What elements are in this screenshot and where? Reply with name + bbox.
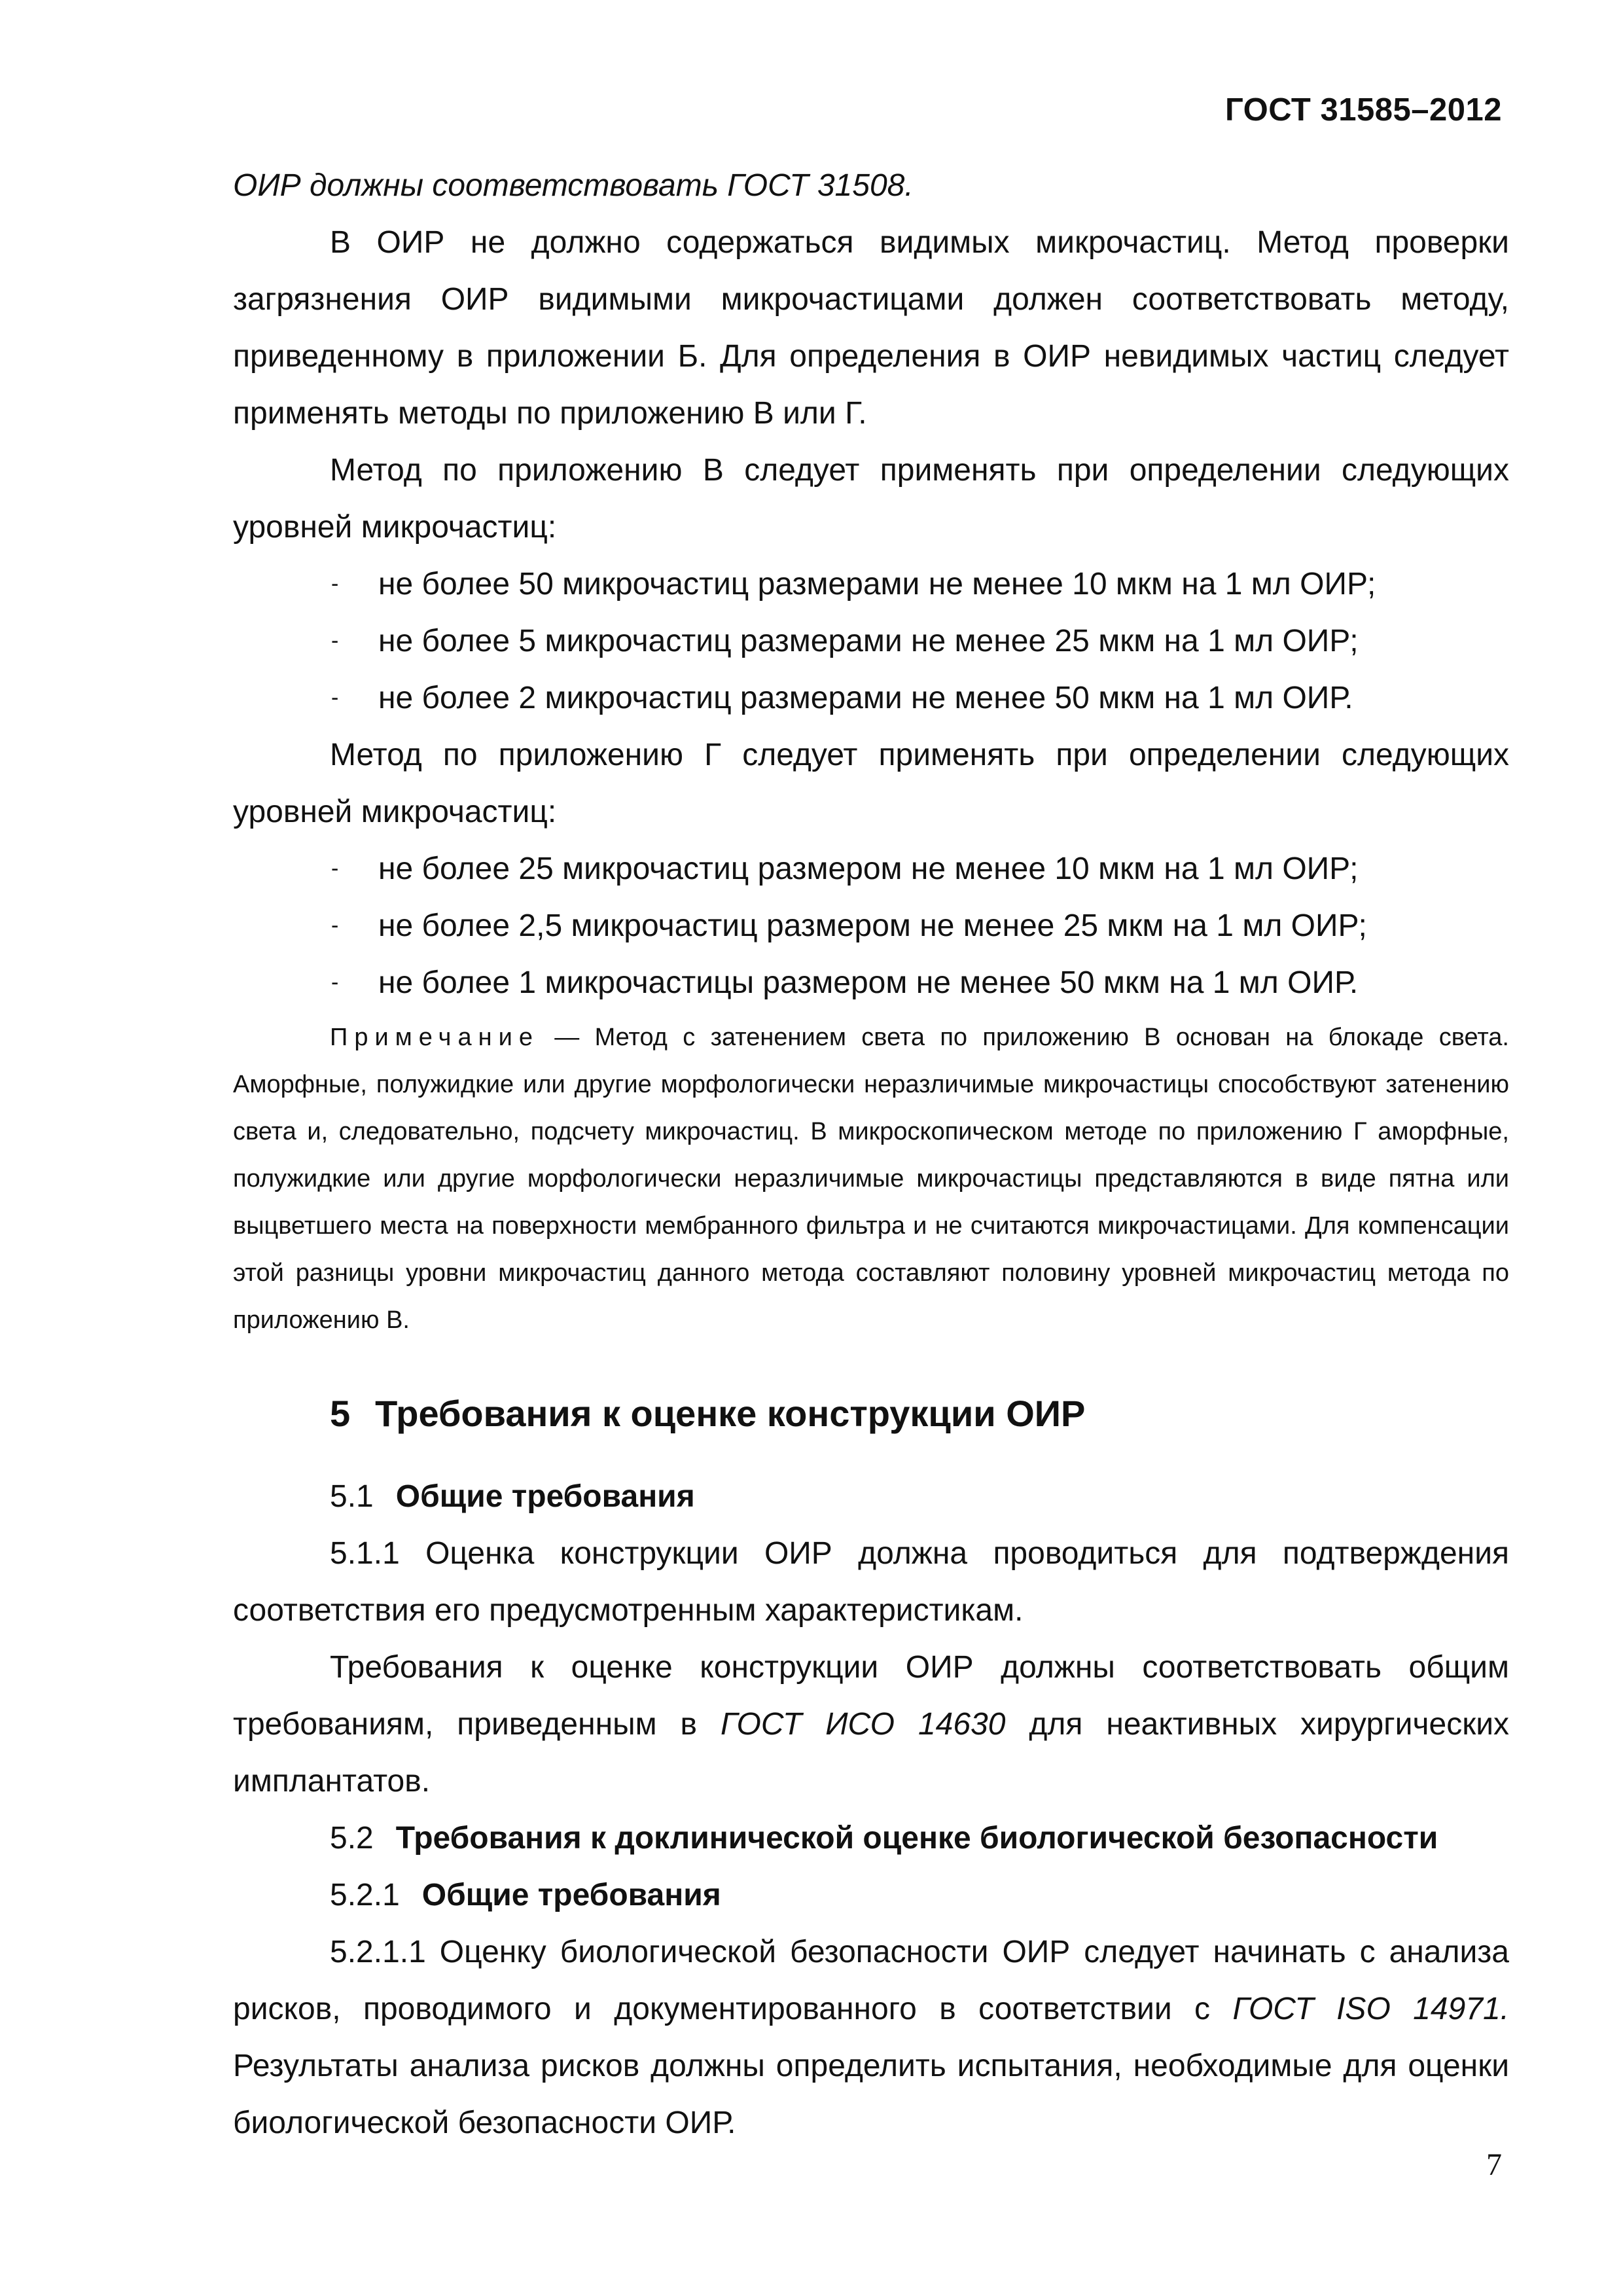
subsection-title: Общие требования <box>421 1878 721 1912</box>
section-number: 5 <box>330 1393 351 1434</box>
list-item <box>233 613 1509 670</box>
section-title: Требования к оценке конструкции ОИР <box>375 1393 1086 1434</box>
subsection-heading-5-1 <box>233 1468 1509 1525</box>
list-method-b <box>233 556 1509 726</box>
list-item <box>233 556 1509 613</box>
list-item-text: не более 1 микрочастицы размером не менее 50 мкм на 1 мл ОИР. <box>378 965 1359 1000</box>
paragraph-5-2-1-1 <box>233 1924 1509 2151</box>
dash-marker: - <box>331 913 339 938</box>
dash-marker: - <box>331 571 339 596</box>
list-item-text: не более 25 микрочастиц размером не менее 10 мкм на 1 мл ОИР; <box>378 852 1359 886</box>
text-segment: Требования к оценке конструкции ОИР должны соответствовать общим требованиям, приведенным в <box>233 1650 1509 1742</box>
document-id-header: ГОСТ 31585–2012 <box>1225 92 1502 128</box>
subsection-heading-5-2 <box>233 1810 1509 1867</box>
paragraph-5-1-general <box>233 1639 1509 1810</box>
list-item-text: не более 2,5 микрочастиц размером не менее 25 мкм на 1 мл ОИР; <box>378 908 1367 943</box>
list-item <box>233 840 1509 897</box>
subsection-number: 5.1 <box>330 1479 374 1514</box>
list-item-text: не более 2 микрочастиц размерами не менее 50 мкм на 1 мл ОИР. <box>378 681 1353 715</box>
paragraph-standard-reference: ОИР должны соответствовать ГОСТ 31508. <box>233 168 914 203</box>
subsection-title: Общие требования <box>395 1479 695 1514</box>
dash-marker: - <box>331 685 339 710</box>
dash-marker: - <box>331 970 339 995</box>
section-heading-5 <box>233 1384 1509 1443</box>
list-item <box>233 954 1509 1011</box>
paragraph-visible-particles: В ОИР не должно содержаться видимых микрочастиц. Метод проверки загрязнения ОИР видимыми микрочастицами должен соответствовать методу, приведенному в приложении Б. Для определения в ОИР невидимых частиц следует применять методы по приложению В или Г. <box>233 225 1509 431</box>
paragraph-5-1-1: 5.1.1 Оценка конструкции ОИР должна проводиться для подтверждения соответствия его предусмотренным характеристикам. <box>233 1536 1509 1628</box>
text-segment: для неактивных хирургических имплантатов. <box>233 1707 1510 1799</box>
dash-marker: - <box>331 628 339 653</box>
standard-reference: ГОСТ ИСО 14630 <box>721 1707 1006 1742</box>
paragraph-method-g-intro: Метод по приложению Г следует применять при определении следующих уровней микрочастиц: <box>233 738 1509 829</box>
list-item <box>233 670 1509 726</box>
paragraph-method-b-intro: Метод по приложению В следует применять при определении следующих уровней микрочастиц: <box>233 453 1509 545</box>
subsection-title: Требования к доклинической оценке биологической безопасности <box>395 1821 1438 1856</box>
note-label: Примечание <box>330 1024 539 1051</box>
list-item-text: не более 50 микрочастиц размерами не менее 10 мкм на 1 мл ОИР; <box>378 567 1376 601</box>
note-text: — Метод с затенением света по приложению В основан на блокаде света. Аморфные, полужидкие или другие морфологически неразличимые микрочастицы способствуют затенению света и, следовательно, подсчету микрочастиц. В микроскопическом методе по приложению Г аморфные, полужидкие или другие морфологически неразличимые микрочастицы представляются в виде пятна или выцветшего места на поверхности мембранного фильтра и не считаются микрочастицами. Для компенсации этой разницы уровни микрочастиц данного метода составляют половину уровней микрочастиц метода по приложению В. <box>233 1024 1509 1334</box>
page-number: 7 <box>1486 2147 1502 2182</box>
subsection-number: 5.2.1 <box>330 1878 400 1912</box>
list-item-text: не более 5 микрочастиц размерами не менее 25 мкм на 1 мл ОИР; <box>378 624 1359 658</box>
list-item <box>233 897 1509 954</box>
dash-marker: - <box>331 856 339 881</box>
page-content <box>233 157 1509 2151</box>
subsection-number: 5.2 <box>330 1821 374 1856</box>
list-method-g <box>233 840 1509 1011</box>
text-segment: 5.2.1.1 Оценку биологической безопасности ОИР следует начинать с анализа рисков, проводимого и документированного в соответствии с <box>233 1935 1509 2026</box>
standard-reference: ГОСТ ISO 14971. <box>1232 1992 1509 2026</box>
text-segment: Результаты анализа рисков должны определить испытания, необходимые для оценки биологической безопасности ОИР. <box>233 2049 1509 2140</box>
subsection-heading-5-2-1 <box>233 1867 1509 1924</box>
note-block <box>233 1014 1509 1344</box>
